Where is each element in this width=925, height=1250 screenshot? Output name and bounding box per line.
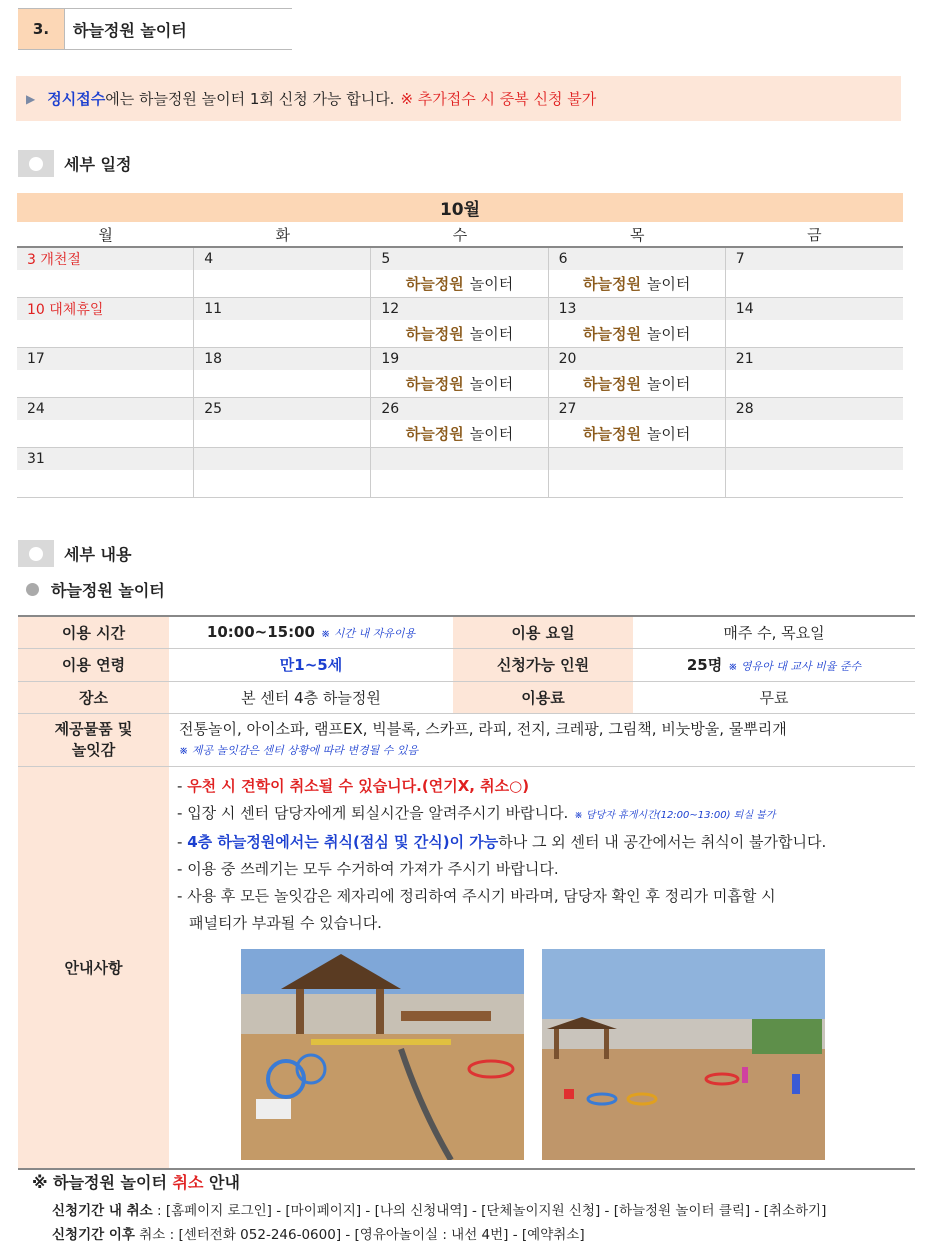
calendar-day-cell (726, 348, 903, 397)
time-note: ※ 시간 내 자유이용 (320, 627, 416, 641)
event-suffix: 놀이터 (646, 425, 691, 443)
time-label: 이용 시간 (18, 616, 169, 648)
guide-item-text: 우천 시 견학이 취소될 수 있습니다.(연기X, 취소○) (187, 776, 530, 795)
event-name: 하늘정원 (582, 275, 641, 293)
calendar-date: 27 (549, 398, 725, 420)
calendar (17, 193, 903, 498)
event-suffix: 놀이터 (646, 325, 691, 343)
calendar-date: 14 (726, 298, 903, 320)
day-value: 매주 수, 목요일 (633, 616, 915, 648)
calendar-event (371, 270, 547, 297)
event-suffix: 놀이터 (469, 425, 514, 443)
calendar-event (194, 470, 370, 497)
calendar-weekdays (17, 222, 903, 248)
cancel-title (32, 1170, 912, 1193)
guide-item-bold: 4층 하늘정원에서는 취식(점심 및 간식)이 가능 (187, 832, 499, 851)
section-number: 3. (18, 9, 65, 49)
items-label-line: 놀잇감 (71, 740, 116, 759)
calendar-event (371, 420, 547, 447)
schedule-heading (18, 150, 131, 177)
cancel-title-b: 안내 (208, 1173, 240, 1192)
time-value: 10:00~15:00 (206, 623, 315, 642)
details-heading-text: 세부 내용 (64, 545, 132, 564)
guide-item: - 우천 시 견학이 취소될 수 있습니다.(연기X, 취소○) (177, 776, 530, 795)
calendar-day-cell (726, 398, 903, 447)
calendar-date: 6 (549, 248, 725, 270)
items-label (18, 713, 169, 766)
calendar-event (371, 370, 547, 397)
weekday-label: 금 (807, 225, 822, 244)
calendar-date: 18 (194, 348, 370, 370)
triangle-icon: ▶ (26, 91, 36, 106)
calendar-event (371, 470, 547, 497)
calendar-event (194, 420, 370, 447)
reference-mark: ※ (32, 1173, 48, 1192)
calendar-month: 10월 (17, 193, 903, 222)
table-row (18, 713, 915, 766)
capacity-cell (633, 648, 915, 681)
calendar-event (17, 420, 193, 447)
calendar-event (17, 270, 193, 297)
calendar-date: 19 (371, 348, 547, 370)
place-value: 본 센터 4층 하늘정원 (169, 681, 453, 713)
table-row (18, 648, 915, 681)
event-name: 하늘정원 (582, 325, 641, 343)
calendar-event (549, 420, 725, 447)
calendar-week-row (17, 398, 903, 448)
calendar-date: 13 (549, 298, 725, 320)
calendar-day-cell (549, 398, 726, 447)
calendar-date: 7 (726, 248, 903, 270)
calendar-day-cell (194, 448, 371, 497)
calendar-day-cell (549, 448, 726, 497)
calendar-day-cell (194, 248, 371, 297)
calendar-date (194, 448, 370, 470)
calendar-date (371, 448, 547, 470)
guide-item-text: 사용 후 모든 놀잇감은 제자리에 정리하여 주시기 바라며, 담당자 확인 후 정리가 미흡할 시 (187, 886, 776, 905)
guide-label: 안내사항 (18, 766, 169, 1169)
calendar-day-cell (549, 298, 726, 347)
calendar-day-cell (726, 298, 903, 347)
calendar-day-cell (17, 248, 194, 297)
event-name: 하늘정원 (405, 375, 464, 393)
calendar-event (549, 320, 725, 347)
calendar-day-cell (549, 348, 726, 397)
cancel-line-text: : [홈페이지 로그인] - [마이페이지] - [나의 신청내역] - [단체놀이지원 신청] - [하늘정원 놀이터 클릭] - [취소하기] (156, 1203, 827, 1219)
section-title: 하늘정원 놀이터 (73, 20, 187, 40)
age-label: 이용 연령 (18, 648, 169, 681)
cancel-line-1 (32, 1199, 912, 1223)
event-suffix: 놀이터 (469, 275, 514, 293)
calendar-date: 20 (549, 348, 725, 370)
calendar-event (194, 270, 370, 297)
guide-item-text: 하나 그 외 센터 내 공간에서는 취식이 불가합니다. (498, 832, 827, 851)
event-name: 하늘정원 (582, 375, 641, 393)
calendar-week-row (17, 448, 903, 498)
calendar-day-cell (194, 298, 371, 347)
place-label: 장소 (18, 681, 169, 713)
items-note: ※ 제공 놀잇감은 센터 상황에 따라 변경될 수 있음 (179, 743, 419, 757)
table-row (18, 766, 915, 1169)
calendar-day-cell (371, 298, 548, 347)
calendar-day-cell (371, 348, 548, 397)
guide-list (169, 767, 915, 943)
calendar-day-cell (371, 398, 548, 447)
age-cell (169, 648, 453, 681)
cancel-title-red: 취소 (172, 1173, 204, 1192)
notice-warning: ※ 추가접수 시 중복 신청 불가 (400, 90, 597, 108)
table-row (18, 681, 915, 713)
notice-highlight: 정시접수 (47, 90, 106, 108)
calendar-event (549, 470, 725, 497)
playground-photo-1 (241, 949, 524, 1160)
calendar-event (194, 370, 370, 397)
calendar-date (549, 448, 725, 470)
cancel-line-bold: 신청기간 내 취소 (52, 1203, 153, 1219)
info-table (18, 615, 915, 1170)
calendar-day-cell (549, 248, 726, 297)
calendar-date: 24 (17, 398, 193, 420)
guide-item-text: 입장 시 센터 담당자에게 퇴실시간을 알려주시기 바랍니다. (187, 803, 569, 822)
guide-item-note: ※ 담당자 휴게시간(12:00~13:00) 퇴실 불가 (574, 809, 776, 821)
calendar-date: 10 대체휴일 (17, 298, 193, 320)
guide-item: - 사용 후 모든 놀잇감은 제자리에 정리하여 주시기 바라며, 담당자 확인 후 정리가 미흡할 시 (177, 886, 776, 905)
calendar-week-row (17, 248, 903, 298)
schedule-heading-text: 세부 일정 (64, 155, 132, 174)
cancel-title-a: 하늘정원 놀이터 (53, 1173, 167, 1192)
calendar-date: 21 (726, 348, 903, 370)
notice-text: 에는 하늘정원 놀이터 1회 신청 가능 합니다. (105, 90, 395, 108)
calendar-day-cell (17, 298, 194, 347)
guide-item: - 입장 시 센터 담당자에게 퇴실시간을 알려주시기 바랍니다. ※ 담당자 휴게시간(12:00~13:00) 퇴실 불가 (177, 803, 776, 822)
calendar-event (17, 320, 193, 347)
items-cell (169, 713, 915, 766)
details-heading (18, 540, 131, 567)
circle-icon (18, 540, 54, 567)
cancel-line-text: 취소 : [센터전화 052-246-0600] - [영유아놀이실 : 내선 4번] - [예약취소] (139, 1227, 585, 1243)
calendar-week-row (17, 348, 903, 398)
day-label: 이용 요일 (453, 616, 633, 648)
items-value: 전통놀이, 아이소파, 램프EX, 빅블록, 스카프, 라피, 전지, 크레팡, 그림책, 비눗방울, 물뿌리개 (179, 719, 787, 738)
guide-item-text: 패널티가 부과될 수 있습니다. (189, 913, 382, 932)
calendar-date: 17 (17, 348, 193, 370)
event-suffix: 놀이터 (469, 325, 514, 343)
calendar-day-cell (17, 398, 194, 447)
playground-photo-2 (542, 949, 825, 1160)
section-header (18, 8, 292, 50)
capacity-value: 25명 (686, 656, 723, 674)
calendar-date: 11 (194, 298, 370, 320)
guide-item-text: 이용 중 쓰레기는 모두 수거하여 가져가 주시기 바랍니다. (187, 859, 559, 878)
event-suffix: 놀이터 (646, 275, 691, 293)
calendar-event (726, 470, 903, 497)
cancel-notice (32, 1170, 912, 1247)
calendar-event (194, 320, 370, 347)
cancel-line-2 (32, 1223, 912, 1247)
photo-row (169, 943, 915, 1168)
calendar-day-cell (194, 398, 371, 447)
items-label-line: 제공물품 및 (54, 719, 133, 738)
event-name: 하늘정원 (405, 425, 464, 443)
time-cell (169, 616, 453, 648)
calendar-body (17, 248, 903, 498)
calendar-date: 28 (726, 398, 903, 420)
calendar-date: 5 (371, 248, 547, 270)
capacity-note: ※ 영유아 대 교사 비율 준수 (728, 660, 862, 673)
guide-item (177, 910, 907, 937)
weekday-label: 목 (629, 225, 645, 244)
event-name: 하늘정원 (582, 425, 641, 443)
fee-label: 이용료 (453, 681, 633, 713)
calendar-date: 12 (371, 298, 547, 320)
calendar-event (17, 470, 193, 497)
guide-item: - 4층 하늘정원에서는 취식(점심 및 간식)이 가능하나 그 외 센터 내 공간에서는 취식이 불가합니다. (177, 832, 827, 851)
calendar-event (726, 320, 903, 347)
calendar-date: 25 (194, 398, 370, 420)
event-suffix: 놀이터 (469, 375, 514, 393)
capacity-label: 신청가능 인원 (453, 648, 633, 681)
calendar-event (371, 320, 547, 347)
calendar-event (549, 270, 725, 297)
event-suffix: 놀이터 (646, 375, 691, 393)
calendar-day-cell (17, 348, 194, 397)
calendar-event (17, 370, 193, 397)
table-row (18, 616, 915, 648)
weekday-label: 화 (275, 225, 291, 244)
cancel-line-bold: 신청기간 이후 (52, 1227, 135, 1243)
calendar-week-row (17, 298, 903, 348)
age-value: 만1~5세 (279, 656, 343, 674)
calendar-event (726, 370, 903, 397)
calendar-date: 3 개천절 (17, 248, 193, 270)
calendar-day-cell (17, 448, 194, 497)
fee-value: 무료 (633, 681, 915, 713)
bullet-icon (26, 583, 39, 596)
calendar-date (726, 448, 903, 470)
circle-icon (18, 150, 54, 177)
notice-bar (16, 76, 901, 121)
calendar-date: 31 (17, 448, 193, 470)
calendar-day-cell (726, 248, 903, 297)
guide-cell (169, 766, 915, 1169)
calendar-event (726, 420, 903, 447)
calendar-date: 26 (371, 398, 547, 420)
event-name: 하늘정원 (405, 325, 464, 343)
guide-item: - 이용 중 쓰레기는 모두 수거하여 가져가 주시기 바랍니다. (177, 859, 559, 878)
calendar-day-cell (371, 248, 548, 297)
weekday-label: 수 (452, 225, 468, 244)
program-title-text: 하늘정원 놀이터 (51, 581, 165, 600)
program-title (26, 578, 165, 601)
weekday-label: 월 (98, 225, 113, 244)
event-name: 하늘정원 (405, 275, 464, 293)
calendar-day-cell (726, 448, 903, 497)
calendar-event (549, 370, 725, 397)
calendar-date: 4 (194, 248, 370, 270)
calendar-event (726, 270, 903, 297)
calendar-day-cell (371, 448, 548, 497)
calendar-day-cell (194, 348, 371, 397)
